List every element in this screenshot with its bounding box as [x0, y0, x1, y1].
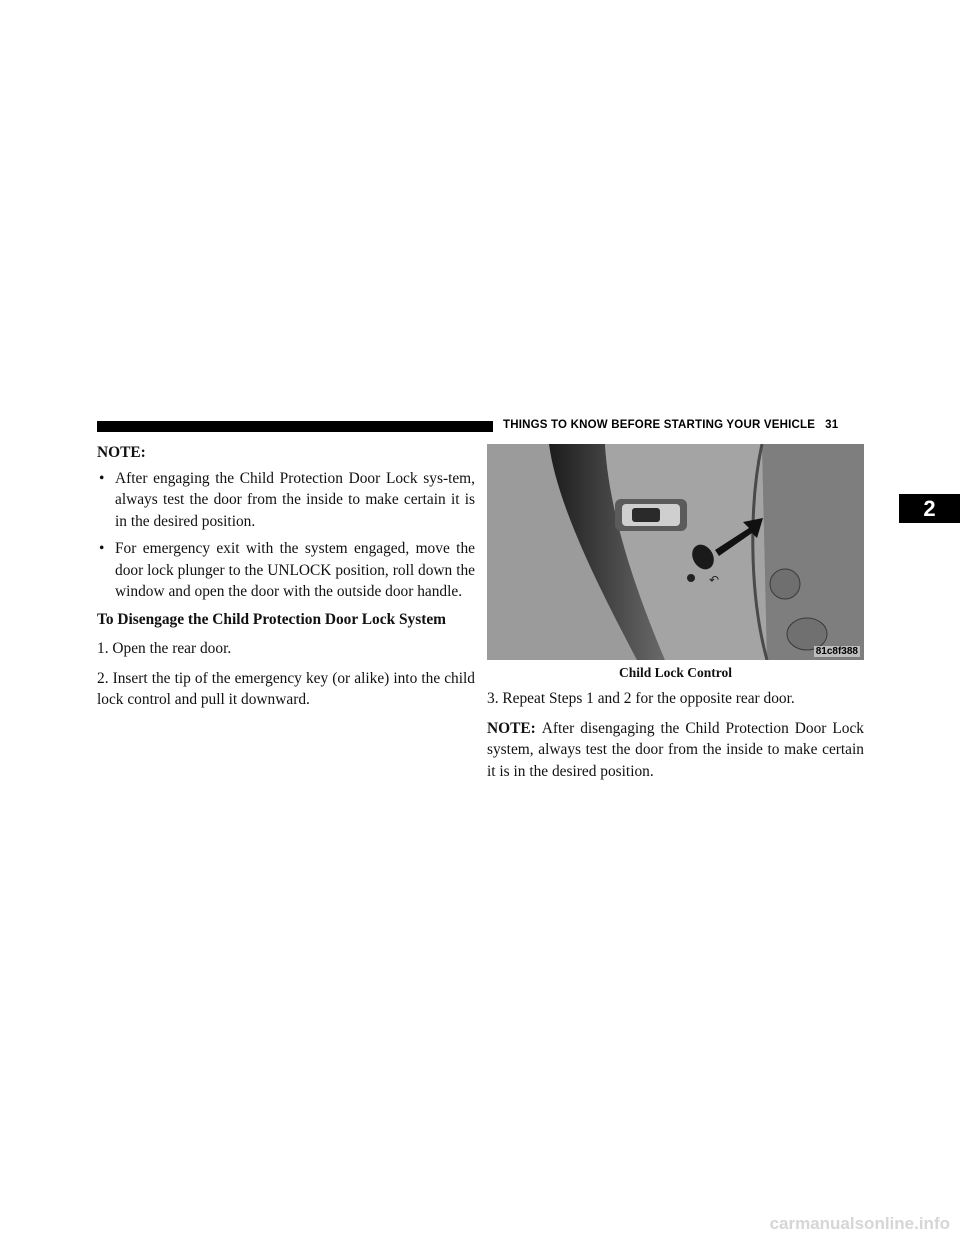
left-column: [97, 442, 475, 719]
child-lock-photo: [487, 444, 864, 660]
note-label: NOTE:: [97, 444, 146, 461]
bullet-text: After engaging the Child Protection Door Lock sys-tem, always test the door from the inside to make certain it is in the desired position.: [115, 469, 475, 530]
note-paragraph: [487, 718, 864, 783]
door-lock-illustration: [487, 444, 864, 660]
note-label: NOTE:: [487, 719, 536, 737]
running-header: [503, 419, 838, 431]
bullet-dot-icon: •: [99, 469, 105, 487]
figure-code: 81c8f388: [815, 646, 858, 657]
step-2: 2. Insert the tip of the emergency key (or alike) into the child lock control and pull it downward.: [97, 669, 475, 708]
note-text: After disengaging the Child Protection Door Lock system, always test the door from the inside to make certain it is in the desired position.: [487, 719, 864, 780]
right-column: [487, 688, 864, 782]
step-3: 3. Repeat Steps 1 and 2 for the opposite rear door.: [487, 690, 795, 707]
bullet-item: [97, 468, 475, 533]
bullet-item: [97, 538, 475, 603]
svg-text:↶: ↶: [709, 573, 720, 587]
page-number: 31: [825, 419, 839, 431]
section-subheading: To Disengage the Child Protection Door Lock System: [97, 610, 446, 628]
step-1: 1. Open the rear door.: [97, 640, 232, 657]
watermark: carmanualsonline.info: [769, 1214, 950, 1233]
bullet-text: For emergency exit with the system engaged, move the door lock plunger to the UNLOCK position, roll down the window and open the door with the outside door handle.: [115, 540, 475, 600]
bullet-dot-icon: •: [99, 540, 105, 557]
header-rule: [97, 421, 493, 432]
header-title: THINGS TO KNOW BEFORE STARTING YOUR VEHICLE: [503, 419, 816, 431]
figure-caption: Child Lock Control: [618, 665, 733, 680]
section-tab: 2: [899, 494, 960, 523]
